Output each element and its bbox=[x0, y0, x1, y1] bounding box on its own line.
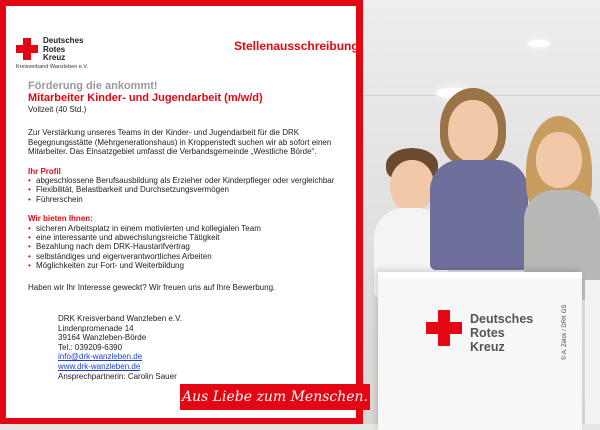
desk-side bbox=[585, 280, 600, 424]
profile-heading: Ihr Profil bbox=[28, 166, 61, 176]
logo-line2: Rotes bbox=[43, 44, 66, 54]
list-item: • sicheren Arbeitsplatz in einem motivierten und kollegialen Team bbox=[28, 223, 261, 233]
list-item: • abgeschlossene Berufsausbildung als Erzieher oder Kinderpfleger oder vergleichbar bbox=[28, 176, 335, 186]
list-item: • selbständiges und eigenverantwortliches Arbeiten bbox=[28, 251, 212, 261]
list-item: • Flexibilität, Belastbarkeit und Durchsetzungsvermögen bbox=[28, 185, 229, 195]
ad-content bbox=[28, 80, 358, 292]
page-title: Stellenausschreibung bbox=[234, 39, 359, 53]
website-link[interactable]: www.drk-wanzleben.de bbox=[58, 361, 141, 371]
logo-line3: Kreuz bbox=[43, 53, 66, 62]
position-title: Mitarbeiter Kinder- und Jugendarbeit (m/w/d) bbox=[28, 92, 263, 104]
contact-phone: Tel.: 039209-6390 bbox=[58, 342, 123, 352]
job-ad-card bbox=[6, 6, 359, 418]
slogan-banner: Aus Liebe zum Menschen. bbox=[180, 384, 370, 410]
contact-person: Ansprechpartnerin: Carolin Sauer bbox=[58, 371, 177, 381]
logo-line1: Deutsches bbox=[43, 36, 84, 45]
lead-line: Förderung die ankommt! bbox=[28, 80, 158, 92]
ceiling-light bbox=[528, 40, 550, 47]
contact-block bbox=[58, 314, 182, 381]
profile-list bbox=[28, 176, 358, 204]
contact-city: 39164 Wanzleben-Börde bbox=[58, 333, 147, 343]
contact-name: DRK Kreisverband Wanzleben e.V. bbox=[58, 314, 182, 323]
list-item: • eine interessante und abwechslungsreiche Tätigkeit bbox=[28, 233, 220, 243]
intro-paragraph: Zur Verstärkung unseres Teams in der Kinder- und Jugendarbeit für die DRK Begegnungsstätte (Mehrgenerationshaus) in Kroppenstedt suchen wir ab sofort einen Mitarbeiter. Das Einsatzgebiet umfasst die Verbandsgemeinde „Westliche Börde“. bbox=[28, 128, 332, 157]
closing-line: Haben wir Ihr Interesse geweckt? Wir freuen uns auf Ihre Bewerbung. bbox=[28, 282, 276, 292]
red-cross-icon bbox=[426, 310, 462, 346]
photo-credit: © A. Zelck / DRK GS bbox=[562, 304, 568, 360]
contact-street: Lindenpromenade 14 bbox=[58, 323, 134, 333]
list-item: • Möglichkeiten zur Fort- und Weiterbildung bbox=[28, 261, 184, 271]
desk-logo-line2: Rotes bbox=[470, 326, 505, 340]
email-link[interactable]: info@drk-wanzleben.de bbox=[58, 352, 143, 362]
desk-logo-line1: Deutsches bbox=[470, 312, 534, 326]
offer-list bbox=[28, 224, 358, 271]
logo-subtitle: Kreisverband Wanzleben e.V. bbox=[16, 64, 89, 70]
desk-logo-line3: Kreuz bbox=[470, 340, 505, 354]
hours-line: Vollzeit (40 Std.) bbox=[28, 105, 87, 114]
red-cross-icon bbox=[16, 38, 38, 60]
list-item: • Bezahlung nach dem DRK-Haustarifvertrag bbox=[28, 242, 190, 252]
list-item: • Führerschein bbox=[28, 194, 83, 204]
offer-heading: Wir bieten Ihnen: bbox=[28, 214, 93, 224]
